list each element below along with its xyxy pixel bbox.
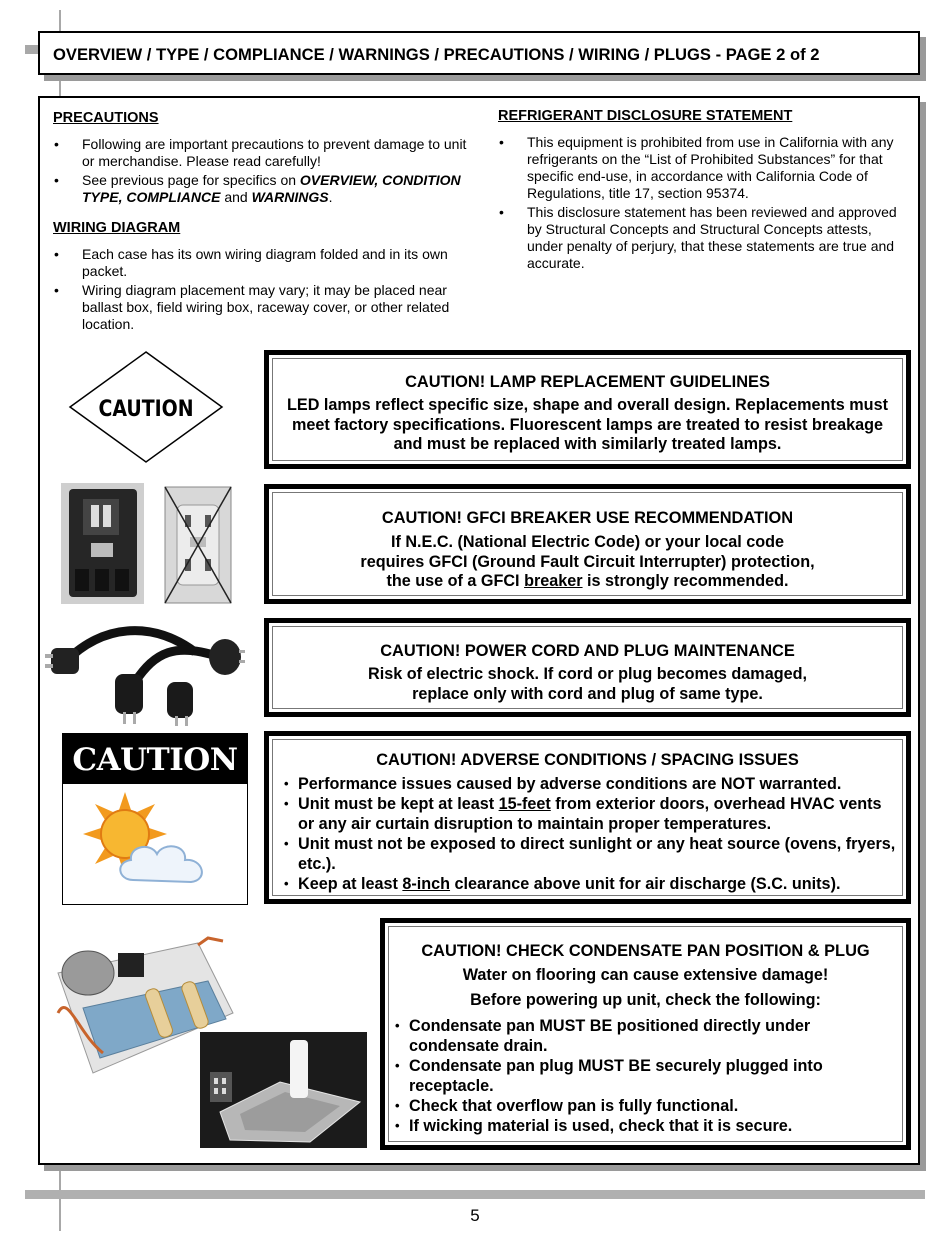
margin-tick [25,45,39,54]
lamp-caution-box [264,350,911,469]
text-span: the use of a GFCI [386,572,525,590]
list-item: • Following are important precautions to prevent damage to unit or merchandise. Please read carefully! [53,136,478,170]
caution-sign-label: CAUTION [63,734,247,784]
text-span: Keep at least [298,875,403,893]
cord-line-1: Risk of electric shock. If cord or plug becomes damaged, [368,665,807,683]
text-span: is strongly recommended. [582,572,789,590]
refrigerant-list [498,134,908,272]
text-span: from exterior doors, overhead HVAC vents or any air curtain disruption to maintain proper temperatures. [298,795,882,833]
wiring-heading: WIRING DIAGRAM [53,220,181,236]
left-column [53,110,478,335]
list-item: • Condensate pan plug MUST BE securely plugged into receptacle. [395,1056,892,1096]
text-span: 15-feet [498,795,551,813]
list-item: • Unit must not be exposed to direct sunlight or any heat source (ovens, fryers, etc.). [284,834,896,874]
caution-diamond-icon [68,350,224,464]
list-item [284,794,896,834]
wiring-list [53,246,478,333]
gfci-caution-title: CAUTION! GFCI BREAKER USE RECOMMENDATION [381,509,794,527]
precautions-heading: PRECAUTIONS [53,110,159,126]
lamp-caution-title: CAUTION! LAMP REPLACEMENT GUIDELINES [405,373,770,391]
power-cord-plug-icon [45,612,245,728]
caution-sun-sign [62,733,248,905]
gfci-caution-box [264,484,911,604]
gfci-line-3 [273,572,902,592]
cord-caution-box [264,618,911,717]
page-title: OVERVIEW / TYPE / COMPLIANCE / WARNINGS / PRECAUTIONS / WIRING / PLUGS - PAGE 2 of 2 [53,45,820,64]
footer-rule [25,1190,925,1199]
text-span: WARNINGS [251,189,329,205]
adverse-caution-box [264,731,911,904]
text-span: 8-inch [402,875,451,893]
list-item: • Check that overflow pan is fully functional. [395,1096,892,1116]
list-item: • If wicking material is used, check that it is secure. [395,1116,892,1136]
text-span: and [220,189,252,205]
cord-line-2: replace only with cord and plug of same type. [412,684,763,703]
sun-cloud-icon [63,784,247,902]
text-span: OVERVIEW, CONDITION TYPE, COMPLIANCE [82,172,461,205]
text-span: breaker [524,572,583,590]
condensate-line-2: Before powering up unit, check the following: [470,990,821,1009]
gfci-line-2: requires GFCI (Ground Fault Circuit Interrupter) protection, [360,552,815,571]
list-item [53,172,478,206]
list-item: • Each case has its own wiring diagram folded and in its own packet. [53,246,478,280]
condensate-list [395,1016,892,1136]
condensate-line-1: Water on flooring can cause extensive damage! [462,966,829,984]
gfci-breaker-icon [61,483,144,604]
adverse-caution-title: CAUTION! ADVERSE CONDITIONS / SPACING ISSUES [376,751,799,769]
right-column [498,108,908,274]
text-span: clearance above unit for air discharge (S.C. units). [450,875,841,893]
text-span: . [328,189,333,205]
text-span: Unit must be kept at least [298,795,499,813]
condensate-caution-title: CAUTION! CHECK CONDENSATE PAN POSITION & PLUG [421,942,870,960]
precautions-list [53,136,478,206]
cord-caution-title: CAUTION! POWER CORD AND PLUG MAINTENANCE [380,642,795,660]
gfci-outlet-crossed-icon [163,485,233,605]
condensate-caution-box [380,918,911,1150]
list-item: • This disclosure statement has been reviewed and approved by Structural Concepts and Structural Concepts attests, under penalty of perjury, that these statements are true and accurate. [498,204,908,272]
condensate-pan-photo-icon [200,1032,367,1148]
text-span: See previous page for specifics on [82,172,300,188]
list-item: • Performance issues caused by adverse conditions are NOT warranted. [284,774,896,794]
list-item: • Condensate pan MUST BE positioned directly under condensate drain. [395,1016,892,1056]
list-item: • Wiring diagram placement may vary; it may be placed near ballast box, field wiring box, raceway cover, or other related location. [53,282,478,333]
page-number: 5 [470,1206,480,1225]
adverse-list [284,774,896,894]
lamp-caution-body: LED lamps reflect specific size, shape and overall design. Replacements must meet factory specifications. Fluorescent lamps are treated to resist breakage and must be replaced with similarly treated lamps. [287,396,888,453]
gfci-line-1: If N.E.C. (National Electric Code) or your local code [390,533,785,551]
list-item: • This equipment is prohibited from use in California with any refrigerants on the “List of Prohibited Substances” for that specific end-use, in accordance with California Code of Regulations, title 17, section 95374. [498,134,908,202]
list-item [284,874,896,894]
refrigerant-heading: REFRIGERANT DISCLOSURE STATEMENT [498,108,793,124]
caution-diamond-label: CAUTION [98,395,194,422]
page-header [38,31,920,75]
